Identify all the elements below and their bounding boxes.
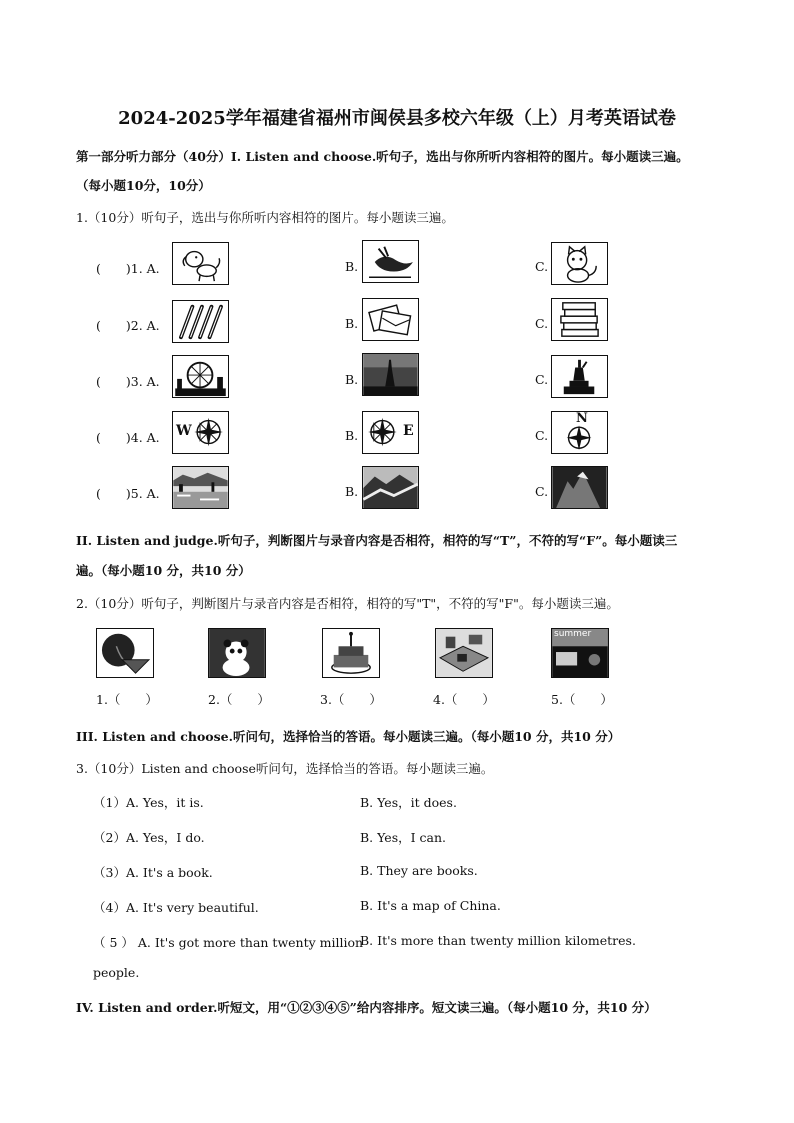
q1-row2-number: ( )2. A.: [96, 318, 160, 333]
q3-option2-a: （2）A. Yes，I do.: [93, 830, 205, 845]
q1-row1-c-label: C.: [535, 259, 549, 274]
q2-item3: 3.（ ）: [320, 692, 382, 707]
statue-of-liberty-icon: [551, 355, 608, 398]
q1-row2-b-label: B.: [345, 316, 359, 331]
part1-heading: 第一部分听力部分（40分）I. Listen and choose.听句子，选出与你所听内容相符的图片。每小题读三遍。: [76, 149, 689, 164]
q2-item5: 5.（ ）: [551, 692, 613, 707]
q3-option1-b: B. Yes，it does.: [360, 795, 457, 810]
summer-label: summer: [554, 629, 592, 639]
compass-north-icon: [551, 411, 608, 454]
q3-option1-a: （1）A. Yes，it is.: [93, 795, 204, 810]
q2-item2: 2.（ ）: [208, 692, 270, 707]
q2-prompt: 2.（10分）听句子，判断图片与录音内容是否相符，相符的写"T"，不符的写"F"。每小题读三遍。: [76, 596, 619, 611]
watermelon-icon: [96, 628, 154, 678]
q3-option2-b: B. Yes，I can.: [360, 830, 446, 845]
bird-icon: [362, 240, 419, 283]
great-wall-icon: [362, 466, 419, 509]
q1-row4-b-label: B.: [345, 428, 359, 443]
q1-row4-number: ( )4. A.: [96, 430, 160, 445]
part4-heading: IV. Listen and order.听短文，用“①②③④⑤”给内容排序。短文读三遍。（每小题10 分，共10 分）: [76, 1000, 657, 1015]
compass-west-icon: [172, 411, 229, 454]
part3-heading: III. Listen and choose.听问句，选择恰当的答语。每小题读三遍。（每小题10 分，共10 分）: [76, 729, 621, 744]
q3-option3-b: B. They are books.: [360, 863, 478, 878]
q3-prompt: 3.（10分）Listen and choose听问句，选择恰当的答语。每小题读三遍。: [76, 761, 494, 776]
q1-row5-number: ( )5. A.: [96, 486, 160, 501]
room-icon: [435, 628, 493, 678]
q3-option3-a: （3）A. It's a book.: [93, 865, 213, 880]
books-icon: [551, 298, 608, 341]
dog-icon: [172, 242, 229, 285]
q1-row1-number: ( )1. A.: [96, 261, 160, 276]
q1-row3-c-label: C.: [535, 372, 549, 387]
q1-prompt: 1.（10分）听句子，选出与你所听内容相符的图片。每小题读三遍。: [76, 210, 454, 225]
q3-option4-a: （4）A. It's very beautiful.: [93, 900, 259, 915]
compass-w-letter: W: [176, 423, 192, 439]
q1-row2-c-label: C.: [535, 316, 549, 331]
q2-item1: 1.（ ）: [96, 692, 158, 707]
q1-row3-number: ( )3. A.: [96, 374, 160, 389]
q3-option4-b: B. It's a map of China.: [360, 898, 501, 913]
panda-icon: [208, 628, 266, 678]
tower-icon: [362, 353, 419, 396]
q1-row3-b-label: B.: [345, 372, 359, 387]
mountain-icon: [551, 466, 608, 509]
q3-option5-cont: people.: [93, 965, 140, 980]
cat-icon: [551, 242, 608, 285]
page-title: 2024-2025学年福建省福州市闽侯县多校六年级（上）月考英语试卷: [118, 108, 676, 129]
part1-heading-cont: （每小题10分，10分）: [76, 178, 211, 193]
q3-option5-a: （ 5 ） A. It's got more than twenty million: [93, 935, 364, 950]
q3-option5-b: B. It's more than twenty million kilometres.: [360, 933, 636, 948]
pencils-icon: [172, 300, 229, 343]
q1-row5-c-label: C.: [535, 484, 549, 499]
compass-e-letter: E: [403, 423, 414, 439]
q2-item4: 4.（ ）: [433, 692, 495, 707]
compass-n-letter: N: [576, 411, 588, 426]
ferris-wheel-icon: [172, 355, 229, 398]
lake-scene-icon: [172, 466, 229, 509]
q1-row5-b-label: B.: [345, 484, 359, 499]
cake-icon: [322, 628, 380, 678]
compass-east-icon: [362, 411, 419, 454]
q1-row4-c-label: C.: [535, 428, 549, 443]
summer-scene-icon: [551, 628, 609, 678]
q1-row1-b-label: B.: [345, 259, 359, 274]
letters-icon: [362, 298, 419, 341]
part2-heading-cont: 遍。（每小题10 分，共10 分）: [76, 563, 251, 578]
part2-heading: II. Listen and judge.听句子，判断图片与录音内容是否相符，相符的写“T”，不符的写“F”。每小题读三: [76, 533, 678, 548]
